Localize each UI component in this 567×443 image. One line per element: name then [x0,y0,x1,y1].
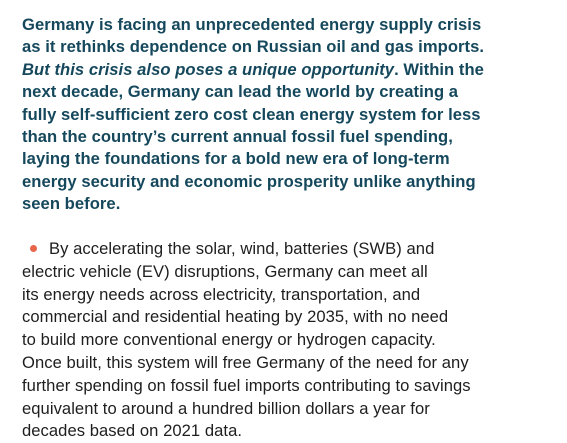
document-page [22,14,552,441]
intro-paragraph [22,14,552,216]
intro-line: as it rethinks dependence on Russian oil and gas imports. [22,37,485,57]
bullet-line: to build more conventional energy or hydrogen capacity. [22,330,436,350]
bullet-line: decades based on 2021 data. [22,421,243,441]
intro-line [22,59,552,81]
bullet-line: further spending on fossil fuel imports contributing to savings [22,375,471,395]
intro-line: Germany is facing an unprecedented energy supply crisis [22,15,482,34]
intro-line: next decade, Germany can lead the world by creating a [22,82,459,102]
intro-line: seen before. [22,194,121,214]
intro-line-rest: . Within the [394,59,484,79]
intro-line: energy security and economic prosperity unlike anything [22,171,476,191]
bullet-line: its energy needs across electricity, transportation, and [22,284,421,304]
bullet-paragraph [22,238,552,443]
bullet-line-text: By accelerating the solar, wind, batteries (SWB) and [49,239,435,258]
bullet-line: Once built, this system will free Germany of the need for any [22,352,469,372]
intro-line: laying the foundations for a bold new era of long-term [22,149,450,169]
bullet-line [22,238,552,261]
bullet-line: equivalent to around a hundred billion dollars a year for [22,398,430,418]
intro-line: than the country’s current annual fossil fuel spending, [22,127,453,147]
intro-emphasis: But this crisis also poses a unique opportunity [22,59,395,79]
intro-line: fully self-sufficient zero cost clean energy system for less [22,104,481,124]
bullet-line: electric vehicle (EV) disruptions, Germany can meet all [22,261,428,281]
bullet-line: commercial and residential heating by 2035, with no need [22,307,449,327]
bullet-dot-icon [30,245,37,252]
